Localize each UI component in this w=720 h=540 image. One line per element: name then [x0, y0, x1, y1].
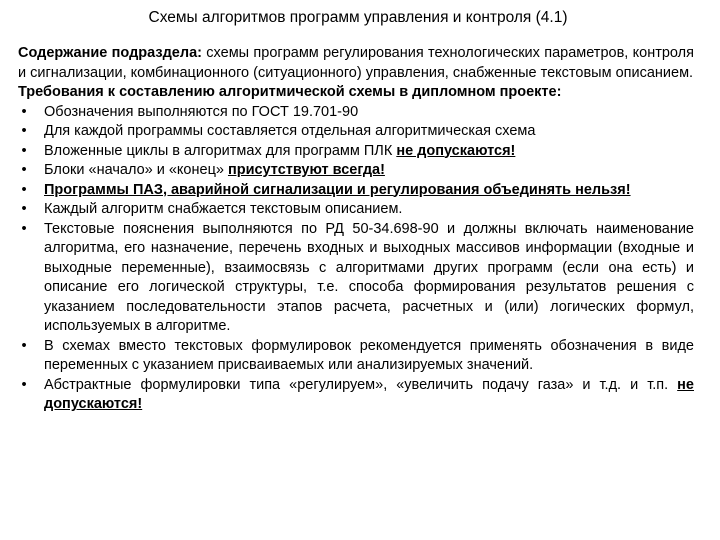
requirement-text: Обозначения выполняются по ГОСТ 19.701-90 — [44, 103, 359, 120]
requirement-emphasis: Программы ПАЗ, аварийной сигнализации и регулирования объединять нельзя! — [44, 181, 631, 198]
requirement-start-end-blocks — [18, 161, 694, 181]
bullet-icon: • — [21, 162, 27, 178]
requirement-variables-notation — [18, 337, 694, 376]
requirement-text: Текстовые пояснения выполняются по РД 50-34.698-90 и должны включать наименование алгоритма, его назначение, перечень входных и выходных массивов информации (входные и выходные переменные), взаимосвязь с алгоритмами других программ (если она есть) и описание его логической структуры, т.е. способа формирования результатов решения с указанием последовательности этапов расчета, расчетных и (или) логических формул, используемых в алгоритме. — [44, 220, 694, 334]
requirement-text: Каждый алгоритм снабжается текстовым описанием. — [44, 201, 403, 217]
bullet-icon: • — [21, 181, 27, 198]
requirement-text: В схемах вместо текстовых формулировок рекомендуется применять обозначения в виде переменных с указанием присваиваемых или анализируемых значений. — [44, 337, 694, 373]
requirement-gost — [18, 103, 694, 123]
requirement-text: Блоки «начало» и «конец» — [44, 162, 228, 178]
requirement-text: Вложенные циклы в алгоритмах для программ ПЛК — [44, 142, 397, 159]
section-label: Содержание подраздела: — [18, 45, 202, 61]
bullet-icon: • — [21, 376, 27, 393]
bullet-icon: • — [21, 103, 27, 120]
requirement-paz-separation — [18, 181, 694, 201]
requirements-list — [18, 103, 694, 415]
requirements-heading: Требования к составлению алгоритмической схемы в дипломном проекте: — [18, 84, 562, 100]
slide-content — [18, 44, 694, 415]
bullet-icon: • — [21, 201, 27, 217]
requirement-emphasis: не допускаются! — [396, 142, 516, 159]
slide-title: Схемы алгоритмов программ управления и контроля (4.1) — [148, 9, 568, 26]
requirement-emphasis: не допускаются! — [44, 376, 694, 412]
slide — [18, 0, 694, 415]
bullet-icon: • — [21, 220, 27, 237]
section-description — [18, 44, 694, 83]
requirement-text: Для каждой программы составляется отдельная алгоритмическая схема — [44, 123, 536, 139]
bullet-icon: • — [21, 142, 27, 159]
section-text: схемы программ регулирования технологических параметров, контроля и сигнализации, комбинационного (ситуационного) управления, снабженные текстовым описанием. — [18, 45, 694, 81]
requirement-nested-loops — [18, 142, 694, 162]
requirement-abstract-wording — [18, 376, 694, 415]
requirement-emphasis: присутствуют всегда! — [227, 162, 385, 178]
requirement-text: Абстрактные формулировки типа «регулируем», «увеличить подачу газа» и т.д. и т.п. — [44, 376, 678, 393]
bullet-icon: • — [21, 123, 27, 139]
requirement-text-description — [18, 200, 694, 220]
requirement-separate-scheme — [18, 122, 694, 142]
requirement-rd-explanations — [18, 220, 694, 337]
bullet-icon: • — [21, 337, 27, 354]
